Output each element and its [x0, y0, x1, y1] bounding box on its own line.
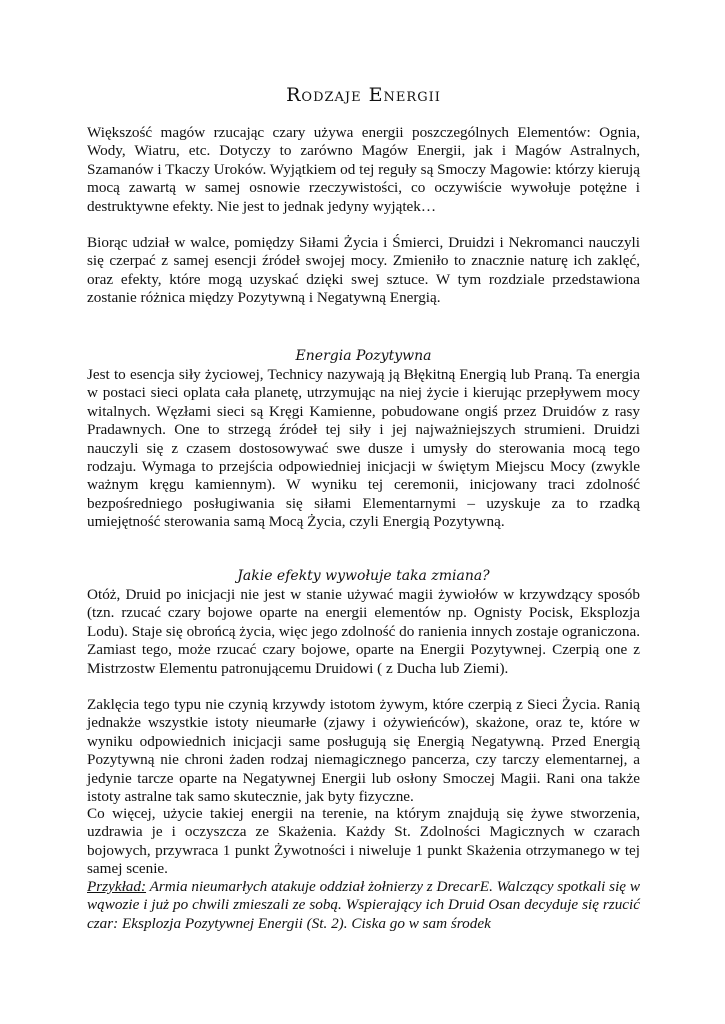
section-positive-energy-text: Jest to esencja siły życiowej, Technicy nazywają ją Błękitną Energią lub Praną. Ta energia w postaci sieci oplata cała planetę, utrzymując na niej życie i kierując przepływem mocy witalnych. Węzłami sieci są Kręgi Kamienne, pobudowane ongiś przez Druidów z rasy Pradawnych. One to strzegą źródeł tej siły i jej najważniejszych strumieni. Druidzi nauczyli się z czasem dostosowywać swe dusze i umysły do sterowania mocą tego rodzaju. Wymaga to przejścia odpowiedniej inicjacji w świętym Miejscu Mocy (zwykle ważnym kręgu kamiennym). W wyniku tej ceremonii, inicjowany traci zdolność bezpośredniego posługiwania się siłami Elementarnymi – uzyskuje za to rzadką umiejętność sterowania samą Mocą Życia, czyli Energią Pozytywną.: [87, 366, 640, 531]
section-heading-positive-energy: Energia Pozytywna: [295, 348, 432, 364]
intro-paragraph-2: Biorąc udział w walce, pomiędzy Siłami Życia i Śmierci, Druidzi i Nekromanci nauczyli się czerpać z samej esencji źródeł swojej mocy. Zmieniło to znacznie naturę ich zaklęć, oraz efekty, które mogą uzyskać dzięki swej sztuce. W tym rozdziale przedstawiona zostanie różnica między Pozytywną i Negatywną Energią.: [87, 234, 640, 307]
example-paragraph: [87, 878, 640, 933]
example-label: Przykład:: [87, 878, 147, 895]
effects-paragraph-3: Co więcej, użycie takiej energii na terenie, na którym znajdują się żywe stworzenia, uzdrawia je i oczyszcza ze Skażenia. Każdy St. Zdolności Magicznych w czarach bojowych, przywraca 1 punkt Żywotności i niweluje 1 punkt Skażenia otrzymanego w tej samej scenie.: [87, 805, 640, 878]
effects-paragraph-1: Otóż, Druid po inicjacji nie jest w stanie używać magii żywiołów w krzywdzący sposób (tzn. rzucać czary bojowe oparte na energii elementów np. Ognisty Pocisk, Eksplozja Lodu). Staje się obrońcą życia, więc jego zdolność do ranienia innych zostaje ograniczona. Zamiast tego, może rzucać czary bojowe, oparte na Energii Pozytywnej. Czerpią one z Mistrzostw Elementu patronującemu Druidowi ( z Ducha lub Ziemi).: [87, 586, 640, 677]
effects-paragraph-2: Zaklęcia tego typu nie czynią krzywdy istotom żywym, które czerpią z Sieci Życia. Ranią jednakże wszystkie istoty nieumarłe (zjawy i ożywieńców), skażone, oraz te, które w wyniku odpowiednich inicjacji same posługują się Energią Negatywną. Przed Energią Pozytywną nie chroni żaden rodzaj niemagicznego pancerza, czy tarczy elementarnej, a jedynie tarcze oparte na Negatywnej Energii lub osłony Smoczej Magii. Rani ona także istoty astralne tak samo skutecznie, jak byty fizyczne.: [87, 696, 640, 806]
section-heading-effects: Jakie efekty wywołuje taka zmiana?: [237, 568, 490, 584]
intro-paragraph-1: Większość magów rzucając czary używa energii poszczególnych Elementów: Ognia, Wody, Wiatru, etc. Dotyczy to zarówno Magów Energii, jak i Magów Astralnych, Szamanów i Tkaczy Uroków. Wyjątkiem od tej reguły są Smoczy Magowie: którzy kierują mocą zawartą w samej osnowie rzeczywistości, co oczywiście wywołuje potężne i destruktywne efekty. Nie jest to jednak jedyny wyjątek…: [87, 124, 640, 215]
example-text: Armia nieumarłych atakuje oddział żołnierzy z DrecarE. Walczący spotkali się w wąwozie i już po chwili zmieszali ze sobą. Wspierający ich Druid Osan decyduje się rzucić czar: Eksplozja Pozytywnej Energii (St. 2). Ciska go w sam środek: [87, 878, 640, 932]
page-title: Rodzaje Energii: [286, 84, 441, 106]
